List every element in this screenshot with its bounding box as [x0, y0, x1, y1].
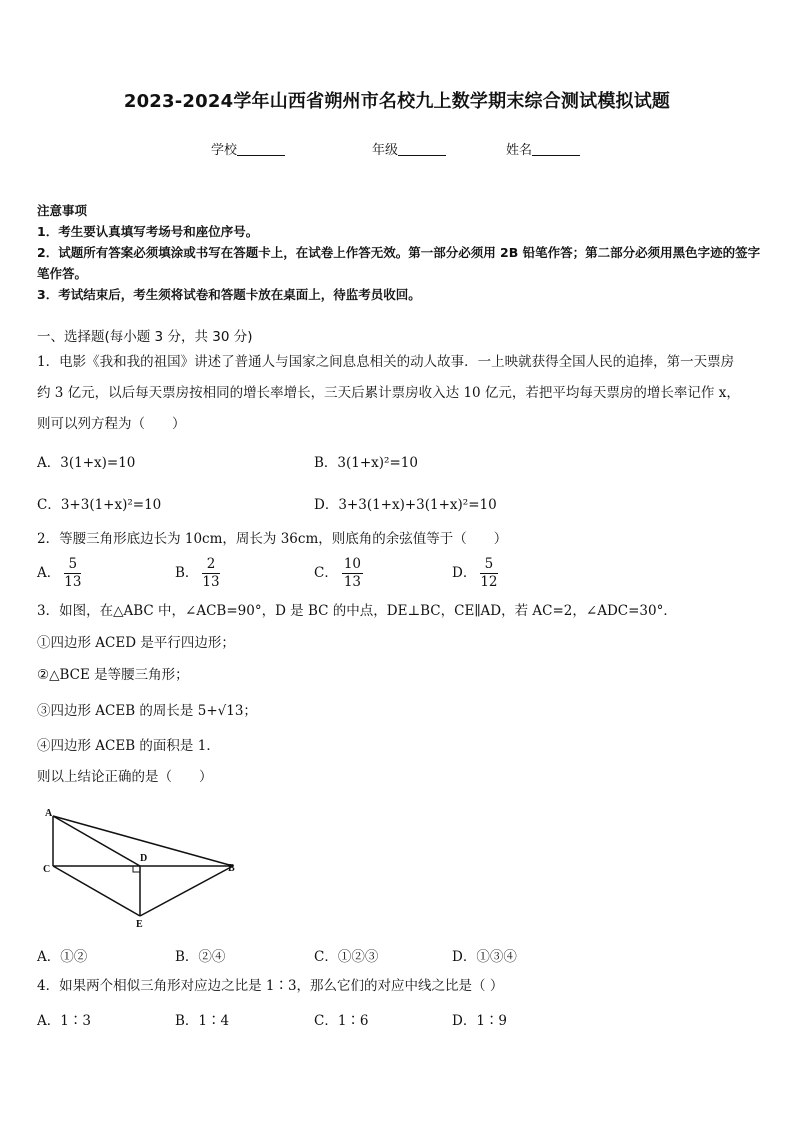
q3-option-d: D．①③④ — [452, 949, 517, 965]
label-c: C — [43, 864, 51, 875]
q2-a-den: 13 — [64, 574, 82, 590]
q3-option-b: B．②④ — [175, 949, 226, 965]
name-blank — [532, 142, 580, 156]
notice-item-3: 3．考试结束后，考生须将试卷和答题卡放在桌面上，待监考员收回。 — [37, 287, 421, 302]
q3-option-c: C．①②③ — [314, 949, 379, 965]
name-field — [506, 139, 580, 158]
q2-c-den: 13 — [343, 574, 362, 590]
segment-ce — [53, 866, 140, 916]
q4-stem: 4．如果两个相似三角形对应边之比是 1∶3，那么它们的对应中线之比是（ ） — [37, 978, 504, 994]
q4-option-c: C．1∶6 — [314, 1013, 369, 1029]
q2-option-d-label: D． — [452, 565, 477, 581]
q2-b-den: 13 — [202, 574, 220, 590]
q1-option-d: D．3+3(1+x)+3(1+x)²=10 — [314, 497, 497, 513]
school-blank — [237, 142, 285, 156]
q2-b-num: 2 — [202, 556, 219, 574]
q3-option-a: A．①② — [37, 949, 88, 965]
label-d: D — [140, 853, 148, 864]
label-a: A — [45, 808, 53, 819]
notice-item-1: 1．考生要认真填写考场号和座位序号。 — [37, 224, 259, 239]
q4-option-a: A．1∶3 — [37, 1013, 91, 1029]
q2-option-d-fraction — [480, 556, 497, 591]
q4-option-b: B．1∶4 — [175, 1013, 230, 1029]
q3-statement-1: ①四边形 ACED 是平行四边形； — [37, 635, 235, 651]
segment-eb — [140, 866, 233, 916]
q1-option-a: A．3(1+x)=10 — [37, 455, 136, 471]
q2-d-num: 5 — [480, 556, 497, 574]
segment-ad — [53, 816, 140, 866]
q3-statement-4: ④四边形 ACEB 的面积是 1． — [37, 738, 220, 754]
q1-line-1: 1．电影《我和我的祖国》讲述了普通人与国家之间息息相关的动人故事．一上映就获得全国人民的追捧，第一天票房 — [37, 354, 735, 370]
q2-c-num: 10 — [343, 556, 362, 572]
q2-stem: 2．等腰三角形底边长为 10cm，周长为 36cm，则底角的余弦值等于（ ） — [37, 531, 508, 547]
q3-question: 则以上结论正确的是（ ） — [37, 769, 213, 785]
notice-block — [37, 200, 762, 305]
q2-option-d — [452, 556, 498, 591]
grade-blank — [398, 142, 446, 156]
q1-option-c: C．3+3(1+x)²=10 — [37, 497, 162, 513]
q2-option-c-label: C． — [314, 565, 338, 581]
school-label: 学校 — [211, 143, 238, 158]
q2-option-b-fraction — [202, 556, 219, 591]
q3-statement-2: ②△BCE 是等腰三角形； — [37, 667, 189, 683]
q1-option-b: B．3(1+x)²=10 — [314, 455, 418, 471]
q1-line-3: 则可以列方程为（ ） — [37, 416, 186, 432]
label-e: E — [136, 919, 143, 930]
page-title: 2023-2024学年山西省朔州市名校九上数学期末综合测试模拟试题 — [123, 91, 671, 112]
grade-label: 年级 — [372, 143, 399, 158]
q2-option-c-fraction — [342, 556, 363, 591]
q2-a-num: 5 — [64, 556, 81, 574]
label-b: B — [228, 863, 235, 874]
notice-heading: 注意事项 — [37, 203, 88, 218]
q3-geometry-figure — [37, 800, 252, 932]
school-field — [211, 139, 285, 158]
q2-option-c — [314, 556, 363, 591]
q3-stem: 3．如图，在△ABC 中，∠ACB=90°，D 是 BC 的中点，DE⊥BC，CE∥AD，若 AC=2，∠ADC=30°． — [37, 603, 677, 619]
notice-item-2: 2．试题所有答案必须填涂或书写在答题卡上，在试卷上作答无效。第一部分必须用 2B 铅笔作答；第二部分必须用黑色字迹的签字笔作答。 — [37, 245, 761, 281]
q3-statement-3: ③四边形 ACEB 的周长是 5+√13； — [37, 703, 257, 719]
q2-option-b — [175, 556, 220, 591]
q2-option-a-fraction — [64, 556, 81, 591]
name-label: 姓名 — [506, 143, 533, 158]
q4-option-d: D．1∶9 — [452, 1013, 508, 1029]
q1-line-2: 约 3 亿元，以后每天票房按相同的增长率增长，三天后累计票房收入达 10 亿元，若把平均每天票房的增长率记作 x， — [37, 385, 740, 401]
right-angle-mark — [133, 866, 140, 872]
q2-option-a — [37, 556, 81, 591]
q2-d-den: 12 — [480, 574, 498, 590]
grade-field — [372, 139, 446, 158]
section-heading: 一、选择题(每小题 3 分，共 30 分) — [37, 329, 253, 345]
q2-option-b-label: B． — [175, 565, 199, 581]
q2-option-a-label: A． — [37, 565, 61, 581]
